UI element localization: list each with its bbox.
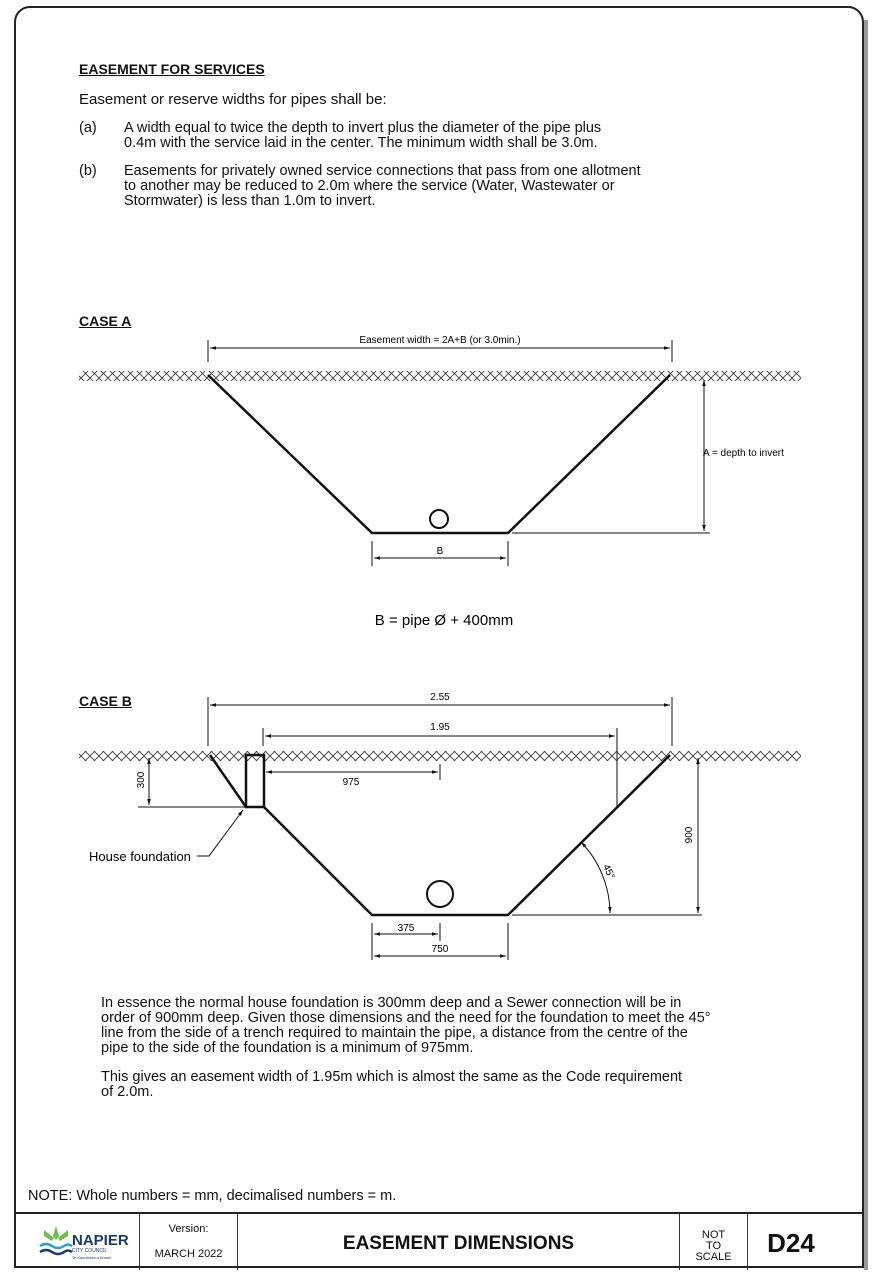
case-b-trench — [264, 755, 670, 915]
item-b-label: (b) — [79, 163, 97, 179]
napier-logo-icon — [36, 1224, 76, 1260]
case-a-pipe — [430, 510, 448, 528]
case-b-total-label: 2.55 — [430, 692, 450, 703]
scale-cell — [680, 1214, 748, 1270]
case-b-note-1-line-2: order of 900mm deep. Given those dimensions and the need for the foundation to meet the 45° — [101, 1010, 711, 1026]
case-a-diagram — [79, 335, 801, 629]
case-b-foundation-depth-label: 300 — [136, 771, 147, 789]
item-a-line-1: A width equal to twice the depth to invert plus the diameter of the pipe plus — [124, 120, 602, 136]
case-b-easement-label: 1.95 — [430, 722, 450, 733]
case-b-pipe — [427, 881, 453, 907]
case-b-note-1-line-1: In essence the normal house foundation is 300mm deep and a Sewer connection will be in — [101, 995, 682, 1011]
logo-name: NAPIER — [72, 1232, 129, 1249]
version-cell — [140, 1214, 238, 1270]
case-b-note-1-line-4: pipe to the side of the foundation is a minimum of 975mm. — [101, 1040, 474, 1056]
foundation-label: House foundation — [89, 849, 191, 864]
case-b-note-2-line-2: of 2.0m. — [101, 1084, 154, 1100]
units-note: NOTE: Whole numbers = mm, decimalised numbers = m. — [28, 1188, 397, 1204]
item-a-label: (a) — [79, 120, 97, 136]
case-a-b-label: B — [436, 546, 444, 557]
case-a-ground-hatch — [79, 371, 801, 381]
case-a-heading: CASE A — [79, 313, 132, 329]
drawing-number-cell — [748, 1214, 862, 1270]
scale-line-1: NOT — [701, 1229, 726, 1241]
item-b-line-3: Stormwater) is less than 1.0m to invert. — [124, 193, 376, 209]
section-intro: Easement or reserve widths for pipes shall be: — [79, 91, 387, 108]
case-a-formula: B = pipe Ø + 400mm — [374, 612, 514, 629]
scale-line-3: SCALE — [695, 1251, 732, 1263]
case-b-ground-hatch — [79, 751, 801, 761]
item-a-line-2: 0.4m with the service laid in the center. The minimum width shall be 3.0m. — [124, 135, 598, 151]
item-b-line-1: Easements for privately owned service connections that pass from one allotment — [124, 163, 641, 179]
house-foundation — [246, 755, 264, 807]
item-b-line-2: to another may be reduced to 2.0m where the service (Water, Wastewater or — [124, 178, 615, 194]
drawing-number: D24 — [767, 1228, 815, 1258]
foundation-leader — [197, 810, 243, 856]
case-b-heading: CASE B — [79, 693, 132, 709]
scale-line-2: TO — [705, 1240, 722, 1252]
case-b-depth-label: 900 — [684, 826, 695, 844]
scale-note — [680, 1230, 747, 1263]
version-value: MARCH 2022 — [154, 1248, 223, 1260]
title-cell — [238, 1214, 680, 1270]
section-heading: EASEMENT FOR SERVICES — [79, 61, 265, 77]
logo-cell — [14, 1214, 140, 1270]
logo-sub: CITY COUNCIL — [72, 1248, 108, 1254]
drawing-title: EASEMENT DIMENSIONS — [342, 1233, 575, 1254]
version-label: Version: — [168, 1223, 209, 1235]
case-a-width-label: Easement width = 2A+B (or 3.0min.) — [359, 335, 521, 346]
case-a-depth-label: A = depth to invert — [703, 448, 784, 459]
case-b-half-base-label: 375 — [397, 923, 415, 934]
case-b-note-2 — [101, 1070, 682, 1100]
case-b-base-label: 750 — [431, 944, 449, 955]
logo-tagline: Te Kaunihera o Ahuriri — [72, 1255, 112, 1260]
case-b-note-2-line-1: This gives an easement width of 1.95m which is almost the same as the Code requirement — [101, 1069, 683, 1085]
case-b-note-1-line-3: line from the side of a trench required to maintain the pipe, a distance from the centre of the — [101, 1025, 688, 1041]
case-b-angle-label: 45° — [600, 862, 617, 882]
case-b-diagram — [79, 692, 801, 960]
case-b-note-1 — [101, 996, 711, 1056]
title-block — [14, 1212, 864, 1270]
case-b-offset-label: 975 — [342, 777, 360, 788]
